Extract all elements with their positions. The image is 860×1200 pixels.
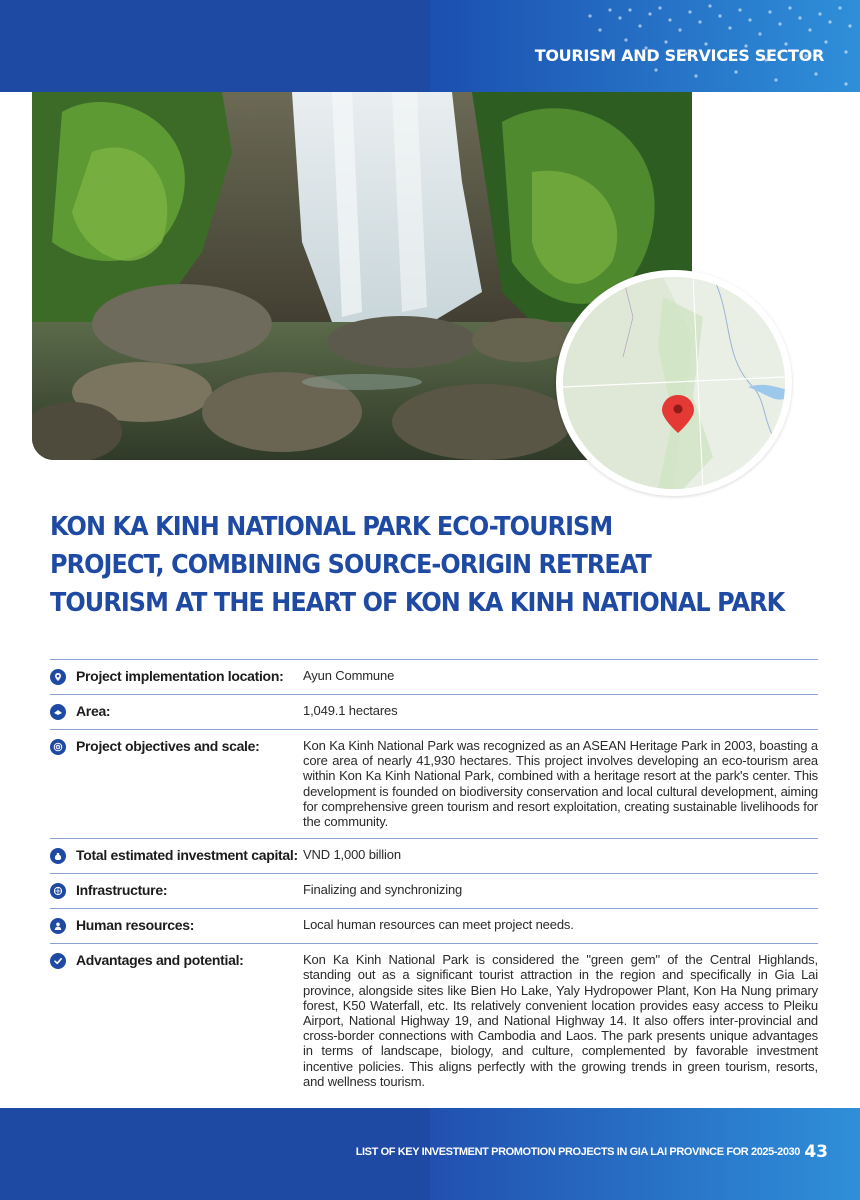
- row-value: Finalizing and synchronizing: [303, 882, 463, 898]
- header-band-left: [0, 0, 430, 92]
- footer-publication-title: LIST OF KEY INVESTMENT PROMOTION PROJECTS IN GIA LAI PROVINCE FOR 2025-2030: [355, 1146, 800, 1158]
- header-band-right: [430, 0, 860, 92]
- row-label: Area:: [76, 703, 111, 719]
- table-row: [50, 729, 818, 838]
- title-line: TOURISM AT THE HEART OF KON KA KINH NATIONAL PARK: [50, 588, 785, 618]
- row-value: 1,049.1 hectares: [303, 703, 398, 718]
- project-title: [50, 508, 785, 622]
- row-label: Infrastructure:: [76, 882, 168, 899]
- infrastructure-icon: [50, 883, 66, 899]
- row-label: Human resources:: [76, 917, 195, 934]
- row-label: Project objectives and scale:: [76, 738, 260, 754]
- page-header: [0, 0, 860, 92]
- project-info-table: [50, 659, 818, 1098]
- row-value: VND 1,000 billion: [303, 847, 401, 863]
- target-icon: [50, 739, 66, 755]
- page-footer: [0, 1108, 860, 1200]
- table-row: [50, 908, 818, 943]
- person-icon: [50, 918, 66, 934]
- page-number: 43: [804, 1142, 828, 1162]
- sector-title: TOURISM AND SERVICES SECTOR: [534, 46, 824, 65]
- location-pin-icon: [50, 669, 66, 685]
- table-row: [50, 838, 818, 873]
- location-map: [556, 270, 792, 496]
- title-line: PROJECT, COMBINING SOURCE-ORIGIN RETREAT: [50, 550, 651, 580]
- table-row: [50, 943, 818, 1098]
- check-icon: [50, 953, 66, 969]
- row-value: Kon Ka Kinh National Park is considered the "green gem" of the Central Highlands, standing out as a significant tourist attraction in the region and specifically in Gia Lai province, alongside sites like Bien Ho Lake, Yaly Hydropower Plant, Kon Ha Nung primary forest, K50 Waterfall, etc. Its relatively convenient location provides easy access to Pleiku Airport, National Highway 19, and National Highway 14. It also offers inter-provincial and cross-border connections with Cambodia and Laos. The park presents unique advantages in terms of landscape, biology, and culture, complemented by favorable investment incentive policies. This aligns perfectly with the growing trends in green tourism, resorts, and wellness tourism.: [303, 952, 818, 1089]
- table-row: [50, 659, 818, 694]
- row-value: Ayun Commune: [303, 668, 395, 683]
- area-map-icon: [50, 704, 66, 720]
- row-value: Kon Ka Kinh National Park was recognized as an ASEAN Heritage Park in 2003, boasting a core area of nearly 41,930 hectares. This project involves developing an eco-tourism area within Kon Ka Kinh National Park, combined with a heritage resort at the park's center. This development is founded on biodiversity conservation and local cultural development, aiming for comprehensive green tourism and resort exploitation, creating sustainable livelihoods for the community.: [303, 738, 818, 830]
- money-bag-icon: [50, 848, 66, 864]
- table-row: [50, 694, 818, 729]
- table-row: [50, 873, 818, 908]
- row-label: Total estimated investment capital:: [76, 847, 298, 864]
- row-value: Local human resources can meet project needs.: [303, 917, 574, 933]
- title-line: KON KA KINH NATIONAL PARK ECO-TOURISM: [50, 512, 613, 542]
- row-label: Advantages and potential:: [76, 952, 244, 969]
- row-label: Project implementation location:: [76, 668, 284, 684]
